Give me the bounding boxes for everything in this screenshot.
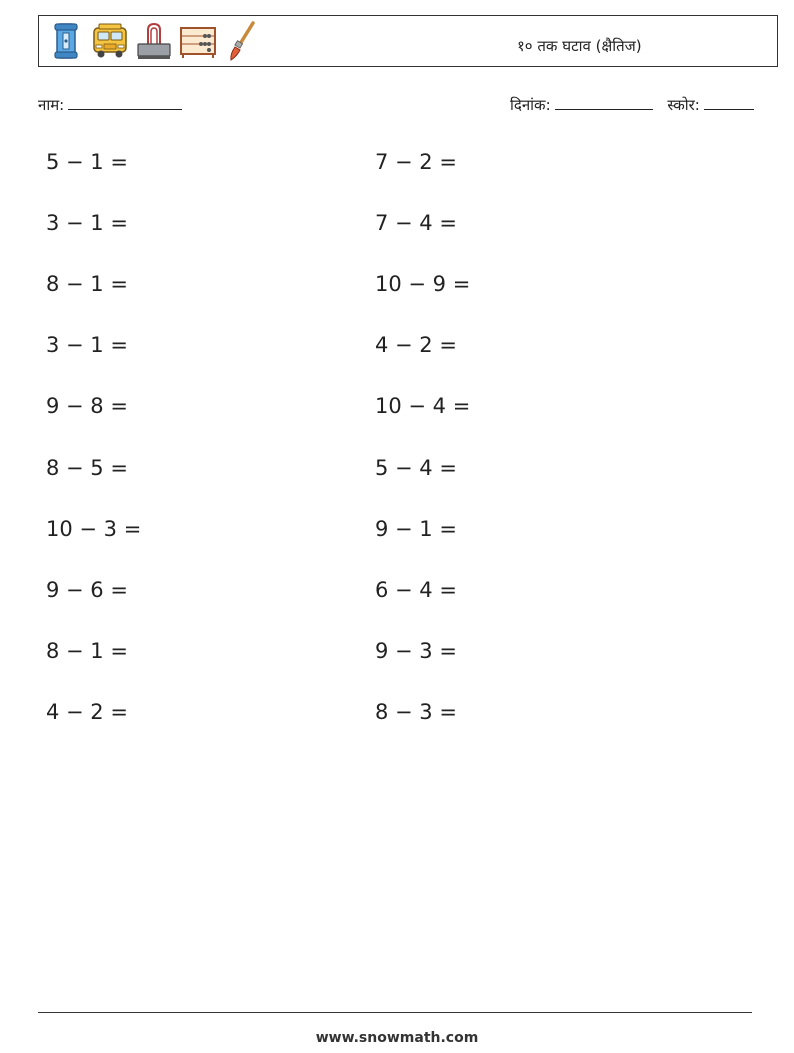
problem-left-5: 9 − 8 = — [46, 394, 128, 419]
header-icons — [47, 19, 261, 63]
name-field — [38, 94, 182, 115]
worksheet-header — [38, 15, 778, 67]
date-score-fields — [510, 94, 754, 115]
problem-right-10: 8 − 3 = — [375, 699, 457, 724]
problem-right-4: 4 − 2 = — [375, 333, 457, 358]
school-bus-icon — [91, 20, 129, 62]
name-blank[interactable] — [68, 94, 182, 110]
paintbrush-icon — [223, 20, 261, 62]
problem-left-7: 10 − 3 = — [46, 516, 142, 541]
problem-left-8: 9 − 6 = — [46, 577, 128, 602]
score-label: स्कोर: — [667, 96, 700, 114]
problem-left-2: 3 − 1 = — [46, 211, 128, 236]
abacus-icon — [179, 20, 217, 62]
problem-right-1: 7 − 2 = — [375, 150, 457, 174]
problem-left-4: 3 − 1 = — [46, 333, 128, 358]
pencil-sharpener-icon — [47, 20, 85, 62]
date-label: दिनांक: — [510, 96, 551, 114]
problem-left-6: 8 − 5 = — [46, 455, 128, 480]
problem-right-5: 10 − 4 = — [375, 394, 471, 419]
problem-left-9: 8 − 1 = — [46, 638, 128, 663]
problem-right-6: 5 − 4 = — [375, 455, 457, 480]
problem-left-10: 4 − 2 = — [46, 699, 128, 724]
problem-right-3: 10 − 9 = — [375, 272, 471, 297]
problem-right-8: 6 − 4 = — [375, 577, 457, 602]
footer-website: www.snowmath.com — [315, 1030, 479, 1046]
problem-left-3: 8 − 1 = — [46, 272, 128, 297]
problem-left-1: 5 − 1 = — [46, 150, 128, 174]
score-blank[interactable] — [704, 94, 754, 110]
problem-right-9: 9 − 3 = — [375, 638, 457, 663]
footer-divider — [38, 1012, 752, 1013]
problem-right-2: 7 − 4 = — [375, 211, 457, 236]
name-label: नाम: — [38, 96, 65, 114]
worksheet-title: १० तक घटाव (क्षैतिज) — [517, 37, 642, 55]
date-blank[interactable] — [555, 94, 653, 110]
binder-clip-icon — [135, 20, 173, 62]
problem-right-7: 9 − 1 = — [375, 516, 457, 541]
